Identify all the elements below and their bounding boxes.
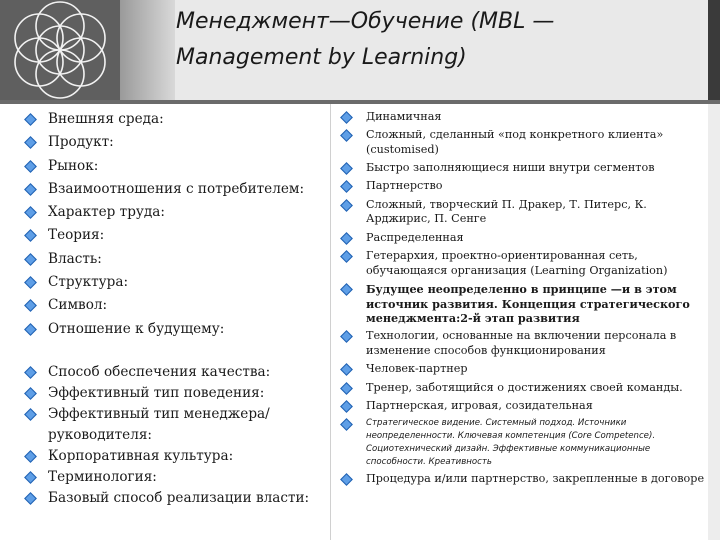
- diamond-bullet-icon: [24, 408, 37, 421]
- list-item: [20, 155, 320, 178]
- diamond-bullet-icon: [24, 113, 37, 126]
- list-item: [20, 271, 320, 294]
- list-item: [20, 318, 320, 341]
- list-item-label: Рынок:: [48, 157, 99, 174]
- list-item: [338, 282, 706, 326]
- list-item: [20, 467, 320, 488]
- diamond-bullet-icon: [340, 199, 353, 212]
- diamond-bullet-icon: [24, 206, 37, 219]
- diamond-bullet-icon: [340, 382, 353, 395]
- right-list: [338, 110, 706, 491]
- list-item: [338, 472, 706, 487]
- list-item: [20, 201, 320, 224]
- list-item-label: Корпоративная культура:: [48, 448, 234, 464]
- list-item: [20, 294, 320, 317]
- diamond-bullet-icon: [24, 253, 37, 266]
- list-item-label: Распределенная: [366, 230, 464, 244]
- list-item: [20, 404, 320, 446]
- list-item-label: Теория:: [48, 227, 105, 244]
- list-item-label: Будущее неопределенно в принципе —и в этом источник развития. Концепция стратегического менеджмента:2-й этап развития: [366, 281, 690, 326]
- list-item-label: Технологии, основанные на включении персонала в изменение способов функционирования: [366, 329, 677, 358]
- list-item-label: Партнерская, игровая, созидательная: [366, 398, 593, 412]
- diamond-bullet-icon: [340, 331, 353, 344]
- list-item: [338, 128, 706, 158]
- right-edge-strip: [708, 0, 720, 100]
- diamond-bullet-icon: [340, 129, 353, 142]
- list-item-label: Символ:: [48, 297, 108, 314]
- list-item-label: Эффективный тип менеджера/руководителя:: [48, 406, 270, 443]
- list-item: [20, 383, 320, 404]
- diamond-bullet-icon: [340, 111, 353, 124]
- list-item-label: Терминология:: [48, 469, 157, 485]
- diamond-bullet-icon: [24, 387, 37, 400]
- list-item-label: Процедура и/или партнерство, закрепленные в договоре: [366, 472, 705, 486]
- right-edge-strip-lower: [708, 104, 720, 540]
- list-item: [338, 362, 706, 377]
- list-item-label: Сложный, сделанный «под конкретного клиента» (customised): [366, 128, 664, 156]
- list-item-label: Человек-партнер: [366, 362, 468, 376]
- diamond-bullet-icon: [24, 300, 37, 313]
- list-item-label: Гетерархия, проектно-ориентированная сеть, обучающаяся организация (Learning Organization): [366, 248, 668, 277]
- left-list-group1: [20, 108, 320, 341]
- diamond-bullet-icon: [24, 366, 37, 379]
- diamond-bullet-icon: [340, 162, 353, 175]
- diamond-bullet-icon: [24, 492, 37, 505]
- list-item-label: Тренер, заботящийся о достижениях своей команды.: [366, 380, 683, 394]
- list-item-label: Партнерство: [366, 179, 443, 193]
- list-item-label: Характер труда:: [48, 204, 165, 221]
- diamond-bullet-icon: [340, 474, 353, 487]
- diamond-bullet-icon: [24, 136, 37, 149]
- list-item-label: Власть:: [48, 250, 102, 267]
- diamond-bullet-icon: [340, 418, 353, 431]
- list-item: [338, 161, 706, 176]
- list-item: [338, 179, 706, 194]
- list-item-label: Внешняя среда:: [48, 111, 164, 127]
- list-item: [20, 488, 320, 509]
- list-item-label: Быстро заполняющиеся ниши внутри сегментов: [366, 161, 655, 175]
- list-item-label: Базовый способ реализации власти:: [48, 490, 310, 506]
- list-item: [338, 110, 706, 125]
- diamond-bullet-icon: [24, 183, 37, 196]
- diamond-bullet-icon: [340, 364, 353, 377]
- list-item: [20, 131, 320, 154]
- diamond-bullet-icon: [340, 400, 353, 413]
- list-item-label: Сложный, творческий П. Дракер, Т. Питерс, К. Арджирис, П. Сенге: [366, 197, 647, 226]
- header-rule: [0, 100, 720, 104]
- list-item: [338, 381, 706, 396]
- title-accent-bar: [120, 0, 175, 100]
- list-item: [20, 362, 320, 383]
- diamond-bullet-icon: [24, 230, 37, 243]
- list-item: [20, 178, 320, 201]
- list-item-label: Динамичная: [366, 110, 442, 123]
- list-item: [20, 224, 320, 247]
- overlapping-circles-icon: [0, 0, 120, 100]
- diamond-bullet-icon: [24, 323, 37, 336]
- list-item: [338, 399, 706, 414]
- list-item-label: Эффективный тип поведения:: [48, 385, 265, 401]
- list-item-label: Стратегическое видение. Системный подход. Источники неопределенности. Ключевая компетенция (Core Competence). Социотехнический дизайн. Эффективные коммуникационные способности. Креативность: [366, 418, 656, 468]
- list-item: [338, 329, 706, 359]
- diamond-bullet-icon: [24, 160, 37, 173]
- diamond-bullet-icon: [340, 180, 353, 193]
- diamond-bullet-icon: [24, 450, 37, 463]
- list-item: [338, 417, 706, 469]
- list-item: [20, 108, 320, 131]
- logo-icon: [0, 0, 120, 100]
- list-item-label: Структура:: [48, 274, 129, 291]
- diamond-bullet-icon: [340, 283, 353, 296]
- left-list-group2: [20, 362, 320, 509]
- list-item: [338, 249, 706, 279]
- list-item: [338, 198, 706, 228]
- list-item-label: Способ обеспечения качества:: [48, 364, 271, 380]
- diamond-bullet-icon: [24, 276, 37, 289]
- column-divider: [330, 104, 331, 540]
- diamond-bullet-icon: [340, 250, 353, 263]
- list-item: [338, 231, 706, 246]
- diamond-bullet-icon: [24, 471, 37, 484]
- page-title: Менеджмент—Обучение (MBL — Management by Learning): [176, 9, 555, 70]
- diamond-bullet-icon: [340, 232, 353, 245]
- list-item: [20, 446, 320, 467]
- list-item-label: Продукт:: [48, 134, 114, 151]
- list-item-label: Взаимоотношения с потребителем:: [48, 180, 305, 197]
- list-item: [20, 248, 320, 271]
- list-item-label: Отношение к будущему:: [48, 320, 225, 337]
